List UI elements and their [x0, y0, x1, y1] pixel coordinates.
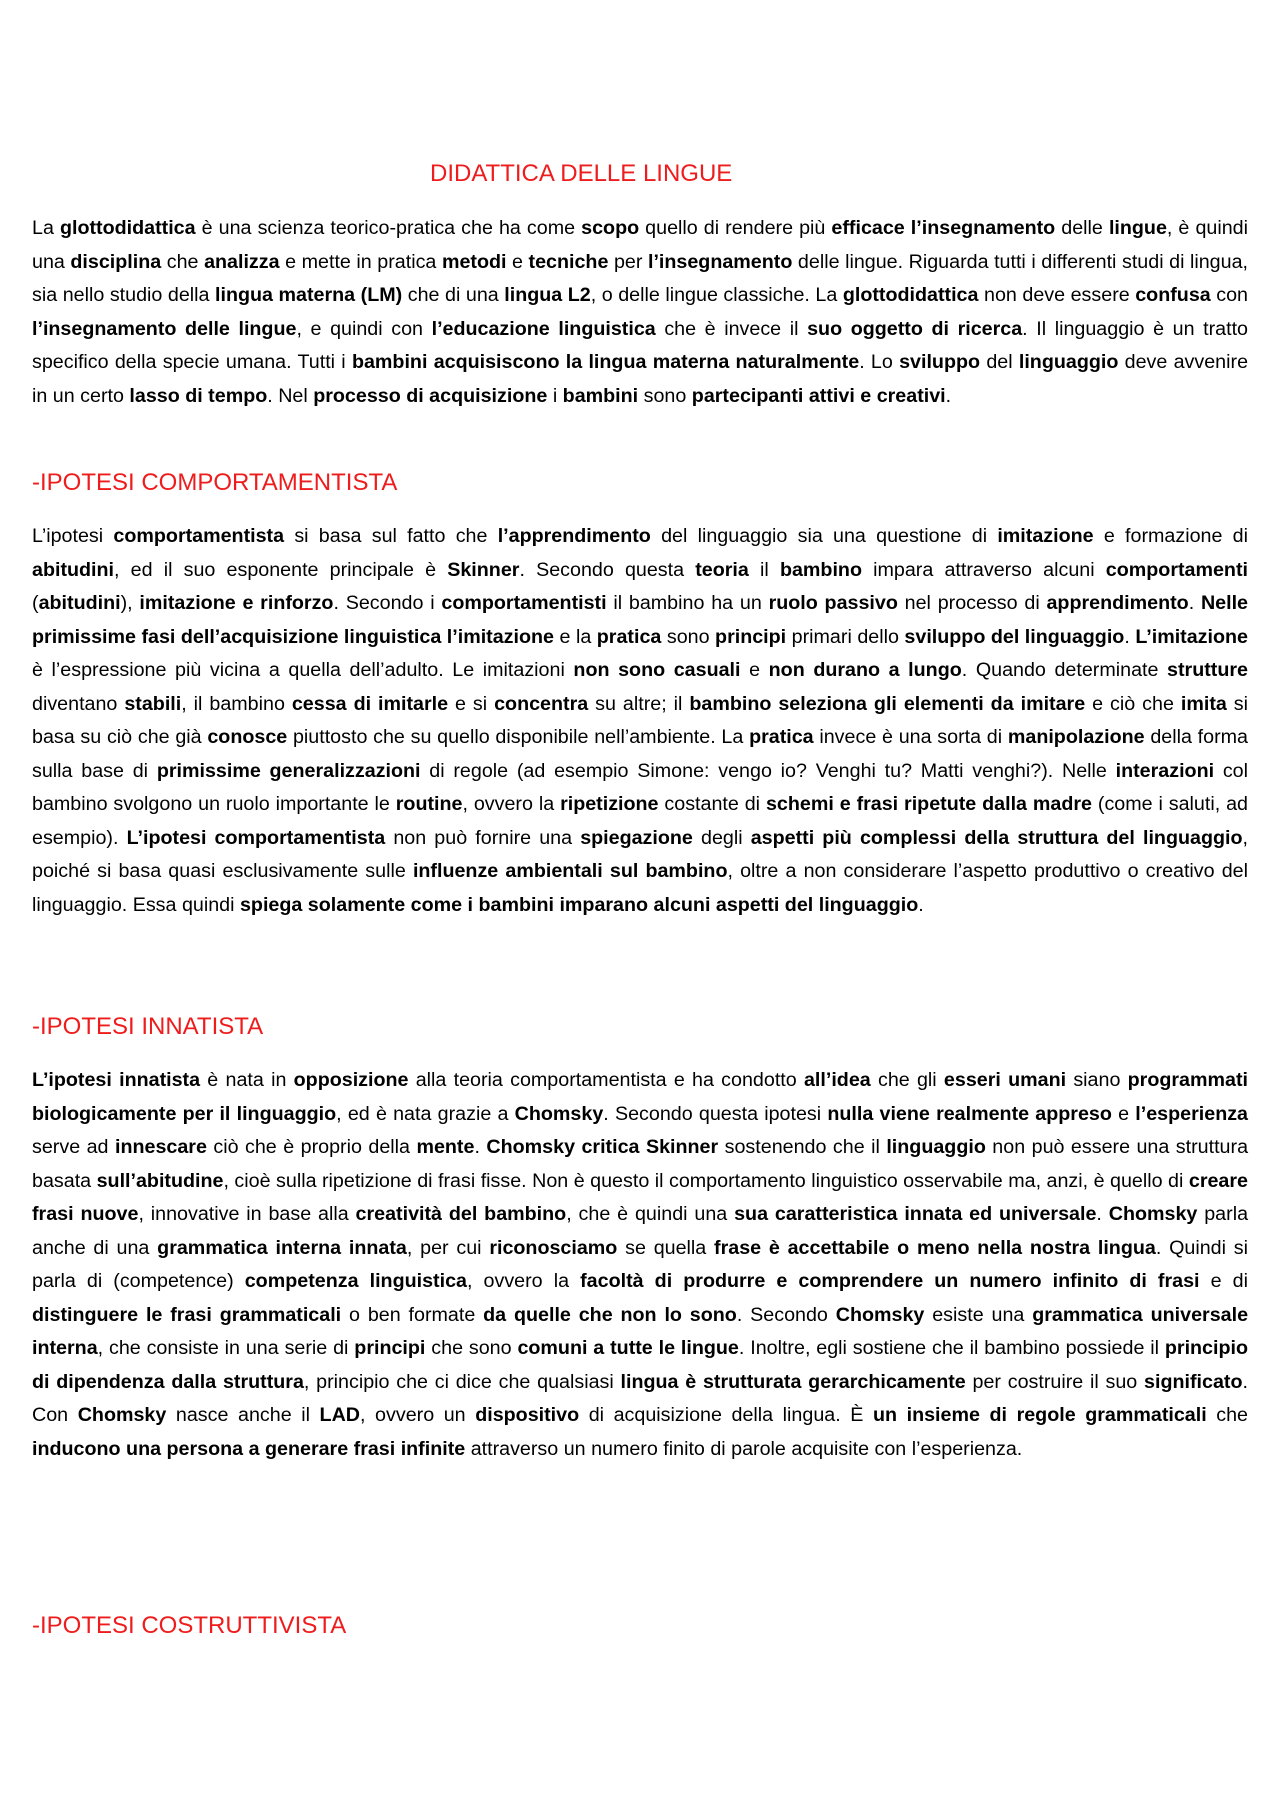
bold-text-run: imita — [1180, 692, 1227, 715]
bold-text-run: Chomsky — [77, 1404, 167, 1426]
bold-text-run: abitudini — [32, 558, 115, 581]
bold-text-run: comportamentisti — [441, 592, 607, 614]
bold-text-run: l’esperienza — [1135, 1102, 1249, 1125]
text-run: . — [1096, 1203, 1109, 1225]
text-run: che è invece il — [655, 317, 808, 340]
text-run: . Inoltre, egli sostiene che il bambino possiede il — [738, 1337, 1165, 1359]
bold-text-run: sua caratteristica innata ed universale — [734, 1203, 1097, 1225]
text-run: impara attraverso alcuni — [861, 558, 1106, 581]
text-run: , il bambino — [181, 692, 292, 715]
bold-text-run: mente — [416, 1136, 475, 1158]
text-run: , ovvero la — [466, 1270, 581, 1292]
bold-text-run: innescare — [114, 1136, 207, 1158]
text-run: i — [547, 384, 563, 407]
text-run: , che consiste in una serie di — [97, 1337, 355, 1359]
bold-text-run: bambino seleziona gli elementi da imitare — [689, 692, 1086, 715]
bold-text-run: nulla viene realmente appreso — [827, 1102, 1112, 1125]
bold-text-run: teoria — [695, 558, 749, 581]
bold-text-run: un insieme di regole grammaticali — [872, 1404, 1207, 1426]
text-run: piuttosto che su quello disponibile nell’ambiente. La — [287, 726, 750, 748]
bold-text-run: sviluppo — [899, 351, 981, 373]
section-heading-innatista: -IPOTESI INNATISTA — [32, 1013, 264, 1040]
bold-text-run: efficace l’insegnamento — [831, 217, 1056, 239]
text-run: nel processo di — [897, 592, 1047, 614]
text-run: e mette in pratica — [279, 250, 442, 273]
bold-text-run: da quelle che non lo sono — [483, 1303, 737, 1326]
text-run: . — [1188, 592, 1201, 614]
bold-text-run: comportamentista — [113, 525, 285, 547]
bold-text-run: partecipanti attivi e creativi — [691, 384, 946, 407]
bold-text-run: linguaggio — [1018, 351, 1119, 373]
text-run: si basa su ciò che già — [32, 692, 1249, 748]
bold-text-run: L’ipotesi comportamentista — [126, 826, 386, 849]
bold-text-run: inducono una persona a generare frasi infinite — [32, 1437, 466, 1460]
text-run: , che è quindi una — [566, 1203, 735, 1225]
bold-text-run: lingua L2 — [504, 284, 591, 306]
text-run: , ed è nata grazie a — [336, 1102, 515, 1125]
text-run: attraverso un numero finito di parole acquisite con l’esperienza. — [465, 1437, 1023, 1460]
text-run: per costruire il suo — [965, 1370, 1145, 1393]
bold-text-run: glottodidattica — [59, 217, 196, 239]
text-run: o ben formate — [341, 1303, 484, 1326]
text-run: su altre; il — [588, 692, 690, 715]
bold-text-run: pratica — [596, 625, 662, 648]
bold-text-run: Chomsky — [1108, 1203, 1198, 1225]
bold-text-run: sviluppo del linguaggio — [904, 625, 1125, 648]
text-run: . Il linguaggio è un tratto specifico della specie umana. Tutti i — [32, 317, 1248, 373]
text-run: non può essere una struttura basata — [32, 1136, 1249, 1192]
bold-text-run: principi — [354, 1337, 426, 1359]
bold-text-run: ripetizione — [560, 793, 659, 815]
bold-text-run: primissime generalizzazioni — [156, 759, 421, 782]
bold-text-run: programmati biologicamente per il linguaggio — [32, 1069, 1248, 1125]
text-run: con — [1210, 284, 1248, 306]
text-run: siano — [1066, 1069, 1128, 1091]
innatista-paragraph — [32, 1064, 1248, 1466]
bold-text-run: creare frasi nuove — [32, 1169, 1248, 1225]
text-run: primari dello — [786, 625, 905, 648]
bold-text-run: aspetti più complessi della struttura del linguaggio — [750, 826, 1243, 849]
text-run: della forma sulla base di — [32, 726, 1249, 782]
text-run: , ovvero un — [360, 1404, 476, 1426]
text-run: e — [740, 659, 769, 681]
bold-text-run: metodi — [441, 250, 507, 273]
bold-text-run: l’insegnamento — [647, 250, 793, 273]
text-run: ( — [32, 592, 39, 614]
text-run: è nata in — [200, 1069, 294, 1091]
bold-text-run: esseri umani — [943, 1069, 1067, 1091]
text-run: e si — [448, 692, 495, 715]
text-run: di acquisizione della lingua. È — [579, 1404, 873, 1426]
text-run: delle lingue. Riguarda tutti i differenti studi di lingua, sia nello studio della — [32, 250, 1249, 306]
bold-text-run: apprendimento — [1046, 592, 1189, 614]
bold-text-run: imitazione — [997, 525, 1094, 547]
text-run: diventano — [32, 692, 125, 715]
section-heading-costruttivista: -IPOTESI COSTRUTTIVISTA — [32, 1612, 347, 1639]
text-run: , o delle lingue classiche. La — [590, 284, 843, 306]
text-run: parla anche di una — [32, 1203, 1249, 1259]
text-run: , ovvero la — [462, 793, 561, 815]
text-run: deve avvenire in un certo — [32, 351, 1249, 407]
bold-text-run: concentra — [494, 692, 589, 715]
bold-text-run: confusa — [1135, 284, 1211, 306]
text-run: che di una — [402, 284, 505, 306]
text-run: , innovative in base alla — [138, 1203, 356, 1225]
text-run: , è quindi una — [32, 217, 1248, 273]
text-run: . Secondo questa ipotesi — [603, 1102, 828, 1125]
bold-text-run: Chomsky critica Skinner — [486, 1136, 719, 1158]
text-run: e di — [1199, 1270, 1248, 1292]
bold-text-run: cessa di imitarle — [291, 692, 449, 715]
bold-text-run: influenze ambientali sul bambino — [412, 860, 728, 882]
text-run: col bambino svolgono un ruolo importante le — [32, 759, 1249, 815]
bold-text-run: scopo — [581, 217, 640, 239]
text-run: , poiché si basa quasi esclusivamente sulle — [32, 826, 1248, 882]
text-run: delle — [1055, 217, 1109, 239]
bold-text-run: Skinner — [447, 558, 520, 581]
text-run: , principio che ci dice che qualsiasi — [303, 1370, 621, 1393]
text-run: e ciò che — [1085, 692, 1181, 715]
text-run: sono — [661, 625, 716, 648]
text-run: , per cui — [406, 1236, 490, 1259]
text-run: non deve essere — [978, 284, 1136, 306]
bold-text-run: sull’abitudine — [96, 1169, 224, 1192]
text-run: e — [506, 250, 529, 273]
bold-text-run: principi — [715, 625, 787, 648]
bold-text-run: lasso di tempo — [129, 384, 268, 407]
text-run: che sono — [425, 1337, 518, 1359]
text-run: ciò che è proprio della — [206, 1136, 417, 1158]
bold-text-run: non sono casuali — [573, 659, 741, 681]
bold-text-run: strutture — [1167, 659, 1248, 681]
text-run: . — [945, 384, 952, 407]
text-run: che gli — [870, 1069, 944, 1091]
text-run: e la — [554, 625, 597, 648]
text-run: che — [1206, 1404, 1249, 1426]
bold-text-run: l’educazione linguistica — [431, 317, 656, 340]
text-run: . Con — [32, 1370, 1248, 1426]
bold-text-run: opposizione — [293, 1069, 409, 1091]
text-run: di regole (ad esempio Simone: vengo io? Venghi tu? Matti venghi?). Nelle — [420, 759, 1116, 782]
text-run: nasce anche il — [166, 1404, 320, 1426]
bold-text-run: facoltà di produrre e comprendere un numero infinito di frasi — [580, 1270, 1200, 1292]
bold-text-run: conosce — [207, 726, 288, 748]
text-run: . Quindi si parla di (competence) — [32, 1236, 1248, 1292]
text-run: , e quindi con — [296, 317, 432, 340]
bold-text-run: comportamenti — [1105, 558, 1248, 581]
bold-text-run: all’idea — [803, 1069, 871, 1091]
bold-text-run: processo di acquisizione — [313, 384, 548, 407]
bold-text-run: grammatica interna innata — [157, 1236, 407, 1259]
text-run: . Nel — [267, 384, 314, 407]
bold-text-run: imitazione e rinforzo — [139, 592, 334, 614]
bold-text-run: suo oggetto di ricerca — [807, 317, 1023, 340]
bold-text-run: lingua è strutturata gerarchicamente — [620, 1370, 966, 1393]
text-run: . — [1124, 625, 1136, 648]
text-run: del linguaggio sia una questione di — [650, 525, 998, 547]
bold-text-run: distinguere le frasi grammaticali — [32, 1303, 342, 1326]
bold-text-run: l’apprendimento — [497, 525, 651, 547]
text-run: del — [980, 351, 1019, 373]
bold-text-run: stabili — [124, 692, 182, 715]
text-run: . Secondo i — [333, 592, 442, 614]
bold-text-run: non durano a lungo — [768, 659, 962, 681]
bold-text-run: lingua materna (LM) — [215, 284, 403, 306]
text-run: , cioè sulla ripetizione di frasi fisse. Non è questo il comportamento linguistico osservabile ma, anzi, è quello di — [223, 1169, 1189, 1192]
bold-text-run: tecniche — [528, 250, 609, 273]
bold-text-run: pratica — [749, 726, 814, 748]
text-run: sostenendo che il — [718, 1136, 887, 1158]
bold-text-run: bambini acquisiscono la lingua materna naturalmente — [351, 351, 860, 373]
text-run: sono — [638, 384, 692, 407]
bold-text-run: spiega solamente come i bambini imparano alcuni aspetti del linguaggio — [239, 893, 919, 916]
bold-text-run: L’imitazione — [1135, 625, 1248, 648]
text-run: e formazione di — [1093, 525, 1248, 547]
bold-text-run: significato — [1144, 1370, 1243, 1393]
bold-text-run: principio di dipendenza dalla struttura — [32, 1337, 1248, 1393]
text-run: se quella — [617, 1236, 715, 1259]
text-run: L’ipotesi — [32, 525, 114, 547]
text-run: degli — [692, 826, 751, 849]
text-run: per — [608, 250, 648, 273]
bold-text-run: manipolazione — [1007, 726, 1145, 748]
text-run: (come i saluti, ad esempio). — [32, 793, 1248, 849]
text-run: costante di — [658, 793, 766, 815]
bold-text-run: routine — [395, 793, 463, 815]
bold-text-run: frase è accettabile o meno nella nostra lingua — [714, 1236, 1156, 1259]
bold-text-run: abitudini — [38, 592, 121, 614]
text-run: il — [748, 558, 780, 581]
text-run: alla teoria comportamentista e ha condotto — [408, 1069, 804, 1091]
bold-text-run: L’ipotesi innatista — [32, 1069, 201, 1091]
text-run: . Quando determinate — [961, 659, 1168, 681]
text-run: . Secondo questa — [519, 558, 696, 581]
bold-text-run: comuni a tutte le lingue — [517, 1337, 739, 1359]
text-run: è una scienza teorico-pratica che ha come — [195, 217, 582, 239]
comportamentista-paragraph — [32, 520, 1248, 922]
text-run: e — [1111, 1102, 1136, 1125]
document-title: DIDATTICA DELLE LINGUE — [430, 160, 733, 187]
text-run: , oltre a non considerare l’aspetto produttivo o creativo del linguaggio. Essa quindi — [32, 860, 1248, 916]
bold-text-run: bambini — [562, 384, 639, 407]
bold-text-run: competenza linguistica — [244, 1270, 467, 1292]
bold-text-run: Nelle primissime fasi dell’acquisizione linguistica l’imitazione — [32, 592, 1249, 648]
bold-text-run: LAD — [319, 1404, 361, 1426]
bold-text-run: bambino — [779, 558, 862, 581]
bold-text-run: schemi e frasi ripetute dalla madre — [765, 793, 1092, 815]
text-run: quello di rendere più — [639, 217, 832, 239]
text-run: La — [32, 217, 60, 239]
text-run: serve ad — [32, 1136, 115, 1158]
text-run: . — [918, 893, 924, 916]
bold-text-run: grammatica universale interna — [32, 1303, 1249, 1359]
intro-paragraph — [32, 212, 1248, 413]
bold-text-run: dispositivo — [475, 1404, 580, 1426]
bold-text-run: spiegazione — [580, 826, 693, 849]
text-run: esiste una — [924, 1303, 1033, 1326]
bold-text-run: l’insegnamento delle lingue — [32, 317, 297, 340]
bold-text-run: Chomsky — [514, 1102, 604, 1125]
text-run: si basa sul fatto che — [284, 525, 498, 547]
bold-text-run: disciplina — [70, 250, 162, 273]
bold-text-run: creatività del bambino — [355, 1203, 567, 1225]
bold-text-run: lingue — [1108, 217, 1167, 239]
text-run: che — [161, 250, 205, 273]
section-heading-comportamentista: -IPOTESI COMPORTAMENTISTA — [32, 469, 398, 496]
text-run: . — [474, 1136, 487, 1158]
bold-text-run: glottodidattica — [842, 284, 979, 306]
bold-text-run: ruolo passivo — [768, 592, 898, 614]
text-run: , ed il suo esponente principale è — [114, 558, 448, 581]
text-run: il bambino ha un — [606, 592, 769, 614]
text-run: non può fornire una — [385, 826, 581, 849]
bold-text-run: interazioni — [1115, 759, 1215, 782]
bold-text-run: linguaggio — [886, 1136, 986, 1158]
text-run: . Secondo — [736, 1303, 836, 1326]
text-run: ), — [120, 592, 140, 614]
bold-text-run: Chomsky — [835, 1303, 925, 1326]
bold-text-run: analizza — [204, 250, 280, 273]
text-run: . Lo — [859, 351, 900, 373]
text-run: è l’espressione più vicina a quella dell’adulto. Le imitazioni — [32, 659, 574, 681]
text-run: invece è una sorta di — [813, 726, 1008, 748]
bold-text-run: riconosciamo — [489, 1236, 618, 1259]
